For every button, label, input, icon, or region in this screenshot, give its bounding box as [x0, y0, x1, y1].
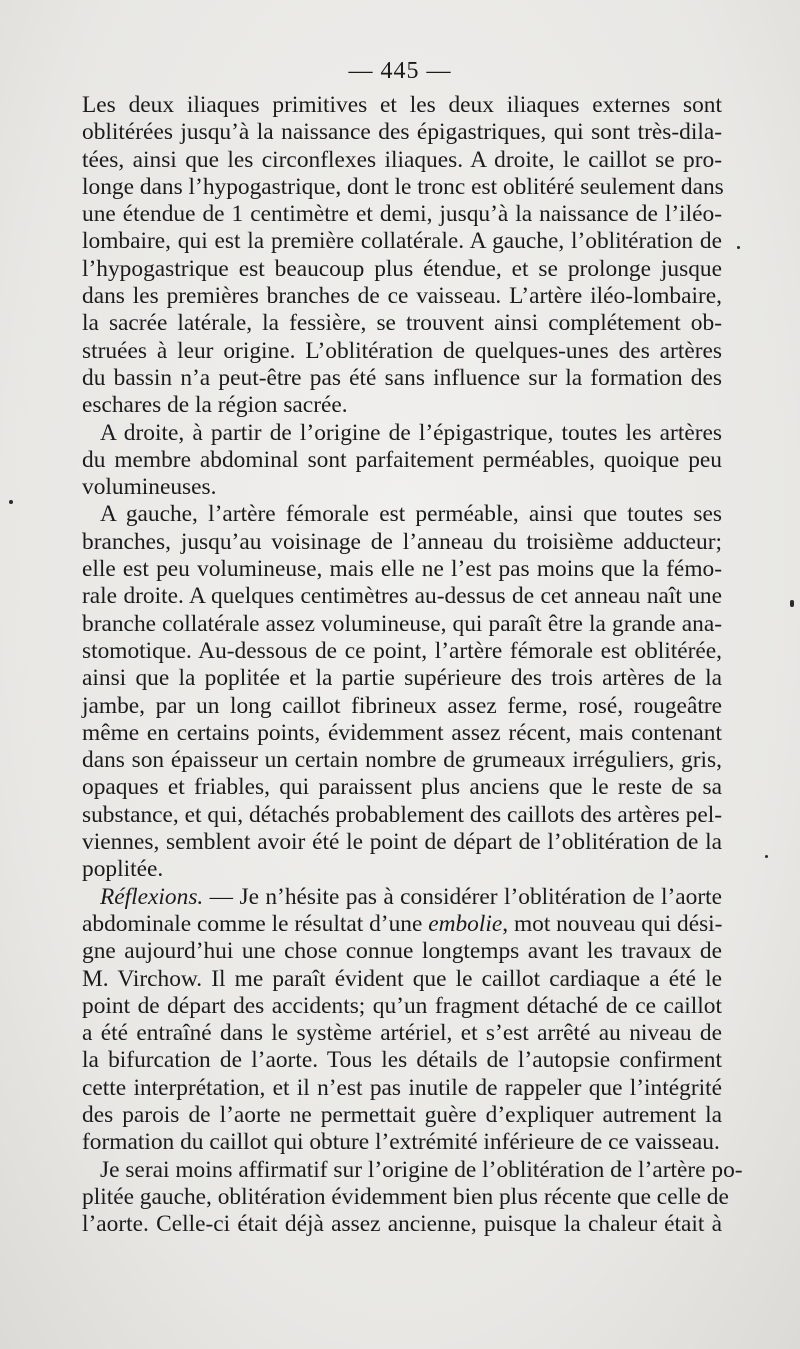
text-line: oblitérées jusqu’à la naissance des épigastriques, qui sont très-dila-: [82, 119, 722, 146]
paragraph-je-serai: [82, 1156, 743, 1239]
text-line: dans son épaisseur un certain nombre de grumeaux irréguliers, gris,: [82, 747, 722, 774]
text-line: elle est peu volumineuse, mais elle ne l’est pas moins que la fémo-: [82, 556, 722, 583]
text-line: opaques et friables, qui paraissent plus anciens que le reste de sa: [82, 774, 722, 801]
text-line: branches, jusqu’au voisinage de l’anneau du troisième adducteur;: [82, 528, 722, 555]
text-line: plitée gauche, oblitération évidemment bien plus récente que celle de: [82, 1183, 729, 1210]
embolie-term: embolie: [428, 910, 503, 937]
text-line: formation du caillot qui obture l’extrémité inférieure de ce vaisseau.: [82, 1129, 720, 1156]
text-line: cette interprétation, et il n’est pas inutile de rappeler que l’intégrité: [82, 1074, 722, 1101]
ink-speck: [765, 855, 768, 858]
text-line: l’aorte. Celle-ci était déjà assez ancienne, puisque la chaleur était à: [82, 1211, 722, 1238]
reflexions-heading: Réflexions.: [100, 883, 204, 910]
text-line: des parois de l’aorte ne permettait guère d’expliquer autrement la: [82, 1101, 722, 1128]
body-text: [82, 92, 743, 1238]
text-line: dans les premières branches de ce vaisseau. L’artère iléo-lombaire,: [82, 283, 722, 310]
text-line: même en certains points, évidemment assez récent, mais contenant: [82, 719, 722, 746]
ink-speck: [737, 246, 740, 249]
text-line: [82, 884, 722, 911]
paragraph-a-droite: [82, 420, 722, 502]
text-line: jambe, par un long caillot fibrineux assez ferme, rosé, rougeâtre: [82, 692, 722, 719]
text-fragment: — Je n’hésite pas à considérer l’oblitération de l’aorte: [203, 883, 722, 910]
paragraph-reflexions: [82, 884, 722, 1157]
text-line: A droite, à partir de l’origine de l’épigastrique, toutes les artères: [100, 419, 722, 446]
text-line: volumineuses.: [82, 474, 217, 501]
text-line: point de départ des accidents; qu’un fragment détaché de ce caillot: [82, 992, 722, 1019]
page-number: — 445 —: [348, 58, 452, 84]
ink-speck: [9, 500, 13, 504]
text-line: [82, 911, 722, 938]
text-line: la sacrée latérale, la fessière, se trouvent ainsi complétement ob-: [82, 310, 722, 337]
text-line: M. Virchow. Il me paraît évident que le caillot cardiaque a été le: [82, 965, 722, 992]
text-line: a été entraîné dans le système artériel, et s’est arrêté au niveau de: [82, 1020, 722, 1047]
text-line: branche collatérale assez volumineuse, qui paraît être la grande ana-: [82, 610, 722, 637]
text-line: viennes, semblent avoir été le point de départ de l’oblitération de la: [82, 829, 722, 856]
text-line: longe dans l’hypogastrique, dont le tronc est oblitéré seulement dans: [82, 173, 724, 200]
text-line: l’hypogastrique est beaucoup plus étendue, et se prolonge jusque: [82, 255, 722, 282]
paragraph-iliaques: [82, 92, 722, 420]
text-line: du bassin n’a peut-être pas été sans influence sur la formation des: [82, 364, 722, 391]
text-line: la bifurcation de l’aorte. Tous les détails de l’autopsie confirment: [82, 1047, 722, 1074]
text-line: rale droite. A quelques centimètres au-dessus de cet anneau naît une: [82, 583, 722, 610]
text-line: stomotique. Au-dessous de ce point, l’artère fémorale est oblitérée,: [82, 637, 722, 664]
text-line: lombaire, qui est la première collatérale. A gauche, l’oblitération de: [82, 228, 722, 255]
ink-speck: [790, 600, 794, 607]
text-line: tées, ainsi que les circonflexes iliaques. A droite, le caillot se pro-: [82, 146, 722, 173]
text-line: Les deux iliaques primitives et les deux iliaques externes sont: [82, 92, 722, 118]
text-line: ainsi que la poplitée et la partie supérieure des trois artères de la: [82, 665, 722, 692]
text-fragment: abdominale comme le résultat d’une: [82, 910, 429, 937]
text-line: du membre abdominal sont parfaitement perméables, quoique peu: [82, 446, 722, 473]
text-line: poplitée.: [82, 856, 164, 883]
paragraph-a-gauche: [82, 501, 722, 883]
text-line: une étendue de 1 centimètre et demi, jusqu’à la naissance de l’iléo-: [82, 201, 722, 228]
text-line: struées à leur origine. L’oblitération de quelques-unes des artères: [82, 337, 722, 364]
text-line: A gauche, l’artère fémorale est perméable, ainsi que toutes ses: [100, 501, 722, 528]
text-line: Je serai moins affirmatif sur l’origine de l’oblitération de l’artère po-: [100, 1156, 743, 1183]
text-line: eschares de la région sacrée.: [82, 392, 348, 419]
text-line: substance, et qui, détachés probablement des caillots des artères pel-: [82, 801, 722, 828]
text-line: gne aujourd’hui une chose connue longtemps avant les travaux de: [82, 938, 722, 965]
text-fragment: , mot nouveau qui dési-: [502, 910, 723, 937]
